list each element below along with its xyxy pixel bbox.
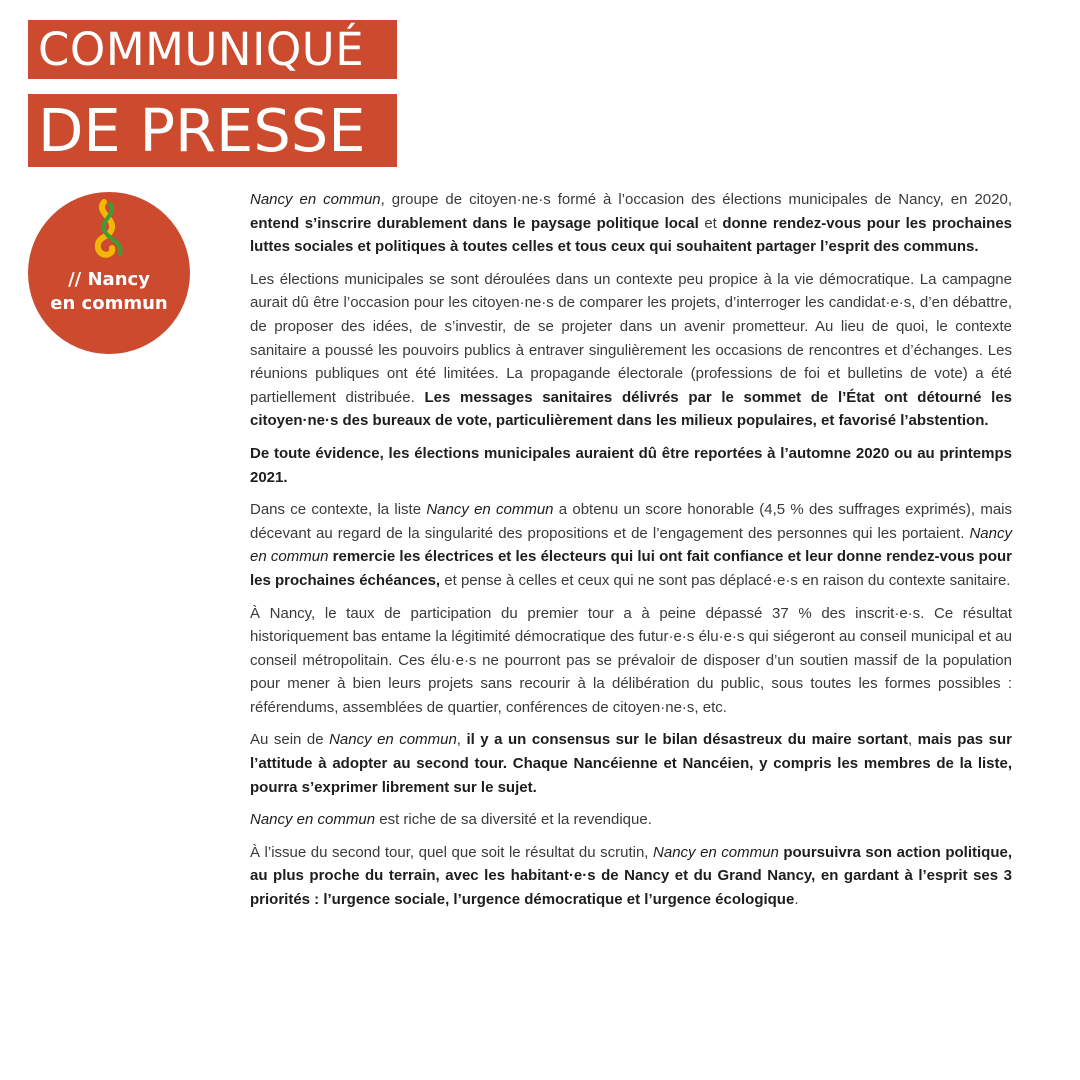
text-run: Les élections municipales se sont déroulées dans un contexte peu propice à la vie démocratique. La campagne aurait dû être l’occasion pour les citoyen·ne·s de comparer les projets, d’interroger les candidat·e·s, d’en débattre, de proposer des idées, de s’investir, de se projeter dans un avenir prometteur. Au lieu de quoi, le contexte sanitaire a poussé les pouvoirs publics à entraver singulièrement les occasions de rencontres et d’échanges. Les réunions publiques ont été limitées. La propagande électorale (professions de foi et bulletins de vote) a été partiellement distribuée. <box>250 270 1012 406</box>
logo-line-1: // Nancy <box>68 269 150 290</box>
press-release-body <box>250 188 1012 921</box>
bold-text: donne rendez-vous pour les prochaines luttes sociales et politiques à toutes celles et tous ceux qui souhaitent partager l’esprit des communs. <box>250 214 1012 256</box>
text-run: Au sein de <box>250 731 330 749</box>
logo-line-2: en commun <box>50 293 168 314</box>
bold-text: De toute évidence, les élections municipales auraient dû être reportées à l’automne 2020 ou au printemps 2021. <box>250 444 1012 486</box>
text-run: a obtenu un score honorable (4,5 % des suffrages exprimés), mais décevant au regard de la singularité des propositions et de l’engagement des personnes qui les portaient. <box>250 501 1013 542</box>
text-run: et pense à celles et ceux qui ne sont pas déplacé·e·s en raison du contexte sanitaire. <box>440 571 1011 589</box>
text-run: , groupe de citoyen·ne·s formé à l’occasion des élections municipales de Nancy, en 2020, <box>380 191 1012 208</box>
body-paragraph <box>250 498 1012 592</box>
ribbon-icon <box>90 198 130 264</box>
text-run: À l’issue du second tour, quel que soit le résultat du scrutin, <box>250 843 654 861</box>
bold-text: remercie les électrices et les électeurs qui lui ont fait confiance et leur donne rendez-vous pour les prochaines échéances, <box>250 548 1013 589</box>
bold-text: entend s’inscrire durablement dans le paysage politique local <box>250 214 699 232</box>
text-run: . <box>794 891 799 909</box>
body-paragraph <box>250 808 1012 832</box>
text-run: , <box>456 731 467 749</box>
bold-text: Les messages sanitaires délivrés par le sommet de l’État ont détourné les citoyen·ne·s des bureaux de vote, particulièrement dans les milieux populaires, et favorisé l’abstention. <box>250 388 1012 430</box>
body-paragraph <box>250 728 1012 799</box>
body-paragraph <box>250 841 1012 912</box>
text-run: À Nancy, le taux de participation du premier tour a à peine dépassé 37 % des inscrit·e·s. Ce résultat historiquement bas entame la légitimité démocratique des futur·e·s élu·e·s qui siégeront au conseil municipal et au conseil métropolitain. Ces élu·e·s ne pourront pas se prévaloir de disposer d’un soutien massif de la population pour mener à bien leurs projets sans recourir à la délibération du public, sous toutes les formes possibles : référendums, assemblées de quartier, conférences de citoyen·ne·s, etc. <box>250 604 1012 716</box>
body-paragraph <box>250 602 1012 720</box>
italic-text: Nancy en commun <box>250 811 376 829</box>
body-paragraph <box>250 442 1012 489</box>
body-paragraph <box>250 188 1012 259</box>
italic-text: Nancy en commun <box>329 731 457 749</box>
title-line-communique: COMMUNIQUÉ <box>28 20 397 79</box>
italic-text: Nancy en commun <box>250 524 1012 566</box>
nancy-en-commun-logo <box>28 192 190 354</box>
text-run: et <box>698 214 723 232</box>
italic-text: Nancy en commun <box>250 191 381 208</box>
italic-text: Nancy en commun <box>426 501 554 519</box>
bold-text: il y a un consensus sur le bilan désastreux du maire sortant <box>466 731 908 749</box>
bold-text: mais pas sur l’attitude à adopter au second tour. Chaque Nancéienne et Nancéien, y compris les membres de la liste, pourra s’exprimer librement sur le sujet. <box>250 731 1012 796</box>
text-run: est riche de sa diversité et la revendique. <box>375 811 652 829</box>
bold-text: poursuivra son action politique, au plus proche du terrain, avec les habitant·e·s de Nancy et du Grand Nancy, en gardant à l’esprit ses 3 priorités : l’urgence sociale, l’urgence démocratique et l’urgence écologique <box>250 843 1012 909</box>
text-run: , <box>907 731 918 749</box>
body-paragraph <box>250 268 1012 433</box>
text-run: Dans ce contexte, la liste <box>250 501 427 519</box>
logo-text <box>28 268 190 316</box>
italic-text: Nancy en commun <box>653 843 779 861</box>
press-release-title <box>28 20 397 167</box>
title-line-de-presse: DE PRESSE <box>28 94 397 167</box>
